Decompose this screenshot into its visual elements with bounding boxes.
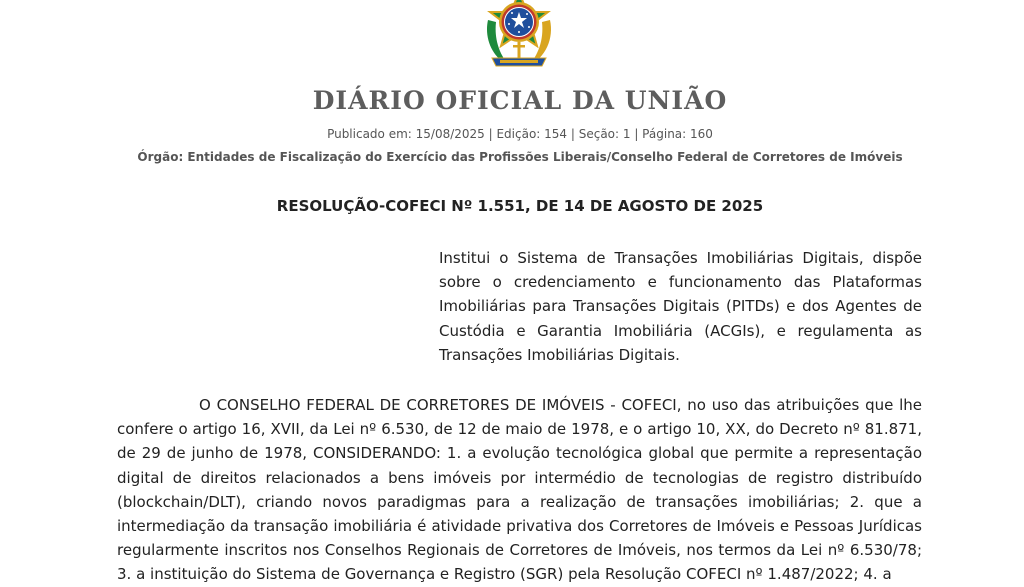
resolution-summary: Institui o Sistema de Transações Imobiliárias Digitais, dispõe sobre o credenciamento e funcionamento das Plataformas Imobiliárias para Transações Digitais (PITDs) e dos Agentes de Custódia e Garantia Imobiliária (ACGIs), e regulamenta as Transações Imobiliárias Digitais. [439, 249, 922, 364]
resolution-body [117, 393, 922, 587]
resolution-title: RESOLUÇÃO-COFECI Nº 1.551, DE 14 DE AGOSTO DE 2025 [276, 197, 764, 215]
gazette-title: DIÁRIO OFICIAL DA UNIÃO [312, 86, 728, 115]
brazil-coat-of-arms-icon [474, 0, 564, 74]
issuing-body: Órgão: Entidades de Fiscalização do Exercício das Profissões Liberais/Conselho Federal de Corretores de Imóveis [137, 150, 903, 164]
publication-info: Publicado em: 15/08/2025 | Edição: 154 | Seção: 1 | Página: 160 [327, 127, 713, 141]
preamble-paragraph: O CONSELHO FEDERAL DE CORRETORES DE IMÓVEIS - COFECI, no uso das atribuições que lhe confere o artigo 16, XVII, da Lei nº 6.530, de 12 de maio de 1978, e o artigo 10, XX, do Decreto nº 81.871, de 29 de junho de 1978, CONSIDERANDO: 1. a evolução tecnológica global que permite a representação digital de direitos relacionados a bens imóveis por intermédio de tecnologias de registro distribuído (blockchain/DLT), criando novos paradigmas para a realização de transações imobiliárias; 2. que a intermediação da transação imobiliária é atividade privativa dos Corretores de Imóveis e Pessoas Jurídicas regularmente inscritos nos Conselhos Regionais de Corretores de Imóveis, nos termos da Lei nº 6.530/78; 3. a instituição do Sistema de Governança e Registro (SGR) pela Resolução COFECI nº 1.487/2022; 4. a [117, 396, 922, 584]
